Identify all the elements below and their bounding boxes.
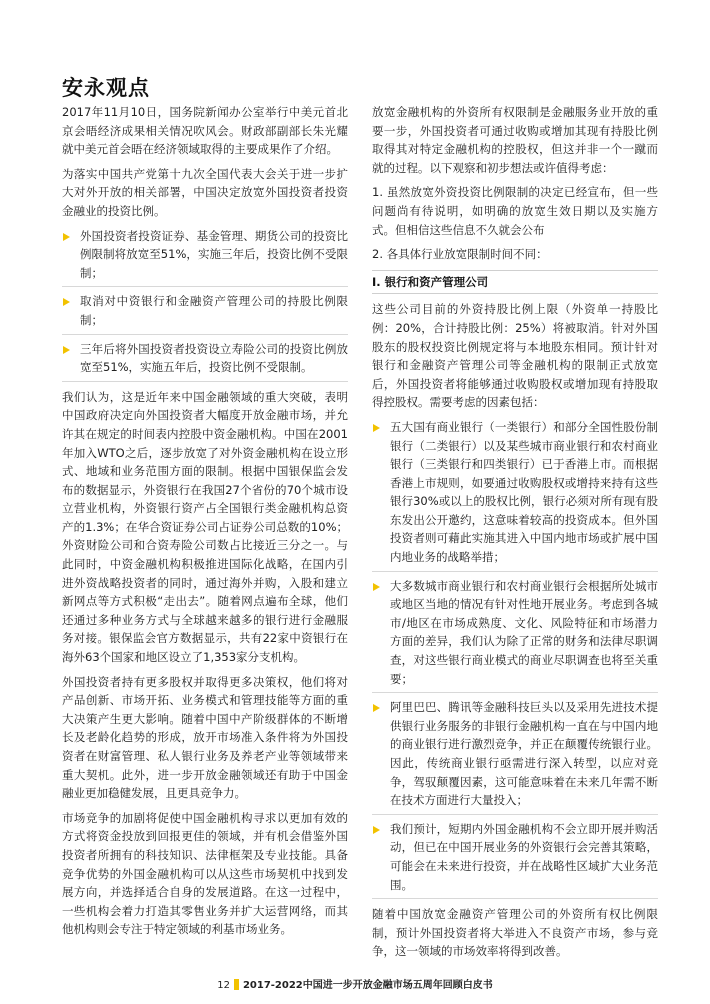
section-subheading: I. 银行和资产管理公司 (372, 270, 658, 295)
list-item: 三年后将外国投资者投资设立寿险公司的投资比例放宽至51%，实施五年后，投资比例不受限制。 (62, 340, 348, 382)
numbered-item: 1. 虽然放宽外资投资比例限制的决定已经宣布，但一些问题尚有待说明，如明确的放宽生效日期以及实施方式。但相信这些信息不久就会公布 (372, 185, 658, 237)
triangle-bullet-icon (373, 583, 380, 591)
page-number: 12 (217, 980, 230, 991)
paragraph: 放宽金融机构的外资所有权限制是金融服务业开放的重要一步，外国投资者可通过收购或增加其现有持股比例取得其对特定金融机构的控股权，但这并非一个一蹴而就的过程。以下观察和初步想法或许值得考虑： (372, 105, 658, 175)
paragraph: 为落实中国共产党第十九次全国代表大会关于进一步扩大对外开放的相关部署，中国决定放宽外国投资者投资金融业的投资比例。 (62, 166, 348, 218)
triangle-bullet-icon (373, 424, 380, 432)
numbered-item: 2. 各具体行业放宽限制时间不同： (372, 247, 548, 262)
footer-title: 2017-2022中国进一步开放金融市场五周年回顾白皮书 (242, 980, 493, 991)
list-item: 大多数城市商业银行和农村商业银行会根据所处城市或地区当地的情况有针对性地开展业务。考虑到各城市/地区在市场成熟度、文化、风险特征和市场潜力方面的差异，我们认为除了正常的财务和法律尽职调查，对这些银行商业模式的商业尽职调查也将至关重要； (372, 577, 658, 694)
paragraph: 外国投资者持有更多股权并取得更多决策权，他们将对产品创新、市场开拓、业务模式和管理技能等方面的重大决策产生更大影响。随着中国中产阶级群体的不断增长及老龄化趋势的形成，放开市场准入条件将为外国投资者在财富管理、私人银行业务及养老产业等领域带来重大契机。此外，进一步开放金融领域还有助于中国金融业更加稳健发展，且更具竞争力。 (62, 674, 348, 801)
list-item: 外国投资者投资证券、基金管理、期货公司的投资比例限制将放宽至51%，实施三年后，投资比例不受限制； (62, 227, 348, 288)
left-column (62, 103, 348, 945)
accent-bar-icon (234, 979, 239, 990)
right-column (372, 103, 658, 967)
list-item: 五大国有商业银行（一类银行）和部分全国性股份制银行（二类银行）以及某些城市商业银行和农村商业银行（三类银行和四类银行）已于香港上市。而根据香港上市规则，如要通过收购股权或增持来持有这些银行30%或以上的股权比例，银行必须对所有现有股东发出公开邀约，这意味着较高的投资成本。但外国投资者则可藉此实施其进入中国内地市场或扩展中国内地业务的战略举措； (372, 418, 658, 572)
bullet-list (372, 418, 658, 899)
page-footer (0, 976, 710, 991)
bullet-list (62, 227, 348, 382)
triangle-bullet-icon (373, 704, 380, 712)
page-title: 安永观点 (62, 76, 150, 100)
paragraph: 2017年11月10日，国务院新闻办公室举行中美元首北京会晤经济成果相关情况吹风会。财政部副部长朱光耀就中美元首会晤在经济领域取得的主要成果作了介绍。 (62, 105, 348, 157)
list-item: 我们预计，短期内外国金融机构不会立即开展并购活动，但已在中国开展业务的外资银行会完善其策略，可能会在未来进行投资，并在战略性区域扩大业务范围。 (372, 820, 658, 899)
list-item: 取消对中资银行和金融资产管理公司的持股比例限制； (62, 292, 348, 334)
paragraph: 市场竞争的加剧将促使中国金融机构寻求以更加有效的方式将资金投放到回报更佳的领域，并有机会借鉴外国投资者所拥有的科技知识、法律框架及专业技能。具备竞争优势的外国金融机构可以从这些市场契机中找到发展方向，并选择适合自身的发展道路。在这一过程中，一些机构会着力打造其零售业务并扩大运营网络，而其他机构则会专注于特定领域的利基市场业务。 (62, 810, 348, 937)
triangle-bullet-icon (63, 233, 70, 241)
triangle-bullet-icon (63, 298, 70, 306)
paragraph: 这些公司目前的外资持股比例上限（外资单一持股比例：20%，合计持股比例：25%）将被取消。针对外国股东的股权投资比例规定将与本地股东相同。预计针对银行和金融资产管理公司等金融机构的限制正式放宽后，外国投资者将能够通过收购股权或增加现有持股取得控股权。需要考虑的因素包括： (372, 302, 658, 410)
triangle-bullet-icon (373, 826, 380, 834)
list-item: 阿里巴巴、腾讯等金融科技巨头以及采用先进技术提供银行业务服务的非银行金融机构一直在与中国内地的商业银行进行激烈竞争，并正在颠覆传统银行业。因此，传统商业银行亟需进行深入转型，以应对竞争，驾驭颠覆因素，这可能意味着在未来几年需不断在技术方面进行大量投入； (372, 698, 658, 815)
paragraph: 随着中国放宽金融资产管理公司的外资所有权比例限制，预计外国投资者将大举进入不良资产市场，参与竞争，这一领域的市场效率将得到改善。 (372, 907, 658, 959)
paragraph: 我们认为，这是近年来中国金融领域的重大突破，表明中国政府决定向外国投资者大幅度开放金融市场，并允许其在规定的时间表内控股中资金融机构。中国在2001年加入WTO之后，逐步放宽了对外资金融机构在设立形式、地域和业务范围方面的限制。根据中国银保监会发布的数据显示，外资银行在我国27个省份的70个城市设立营业机构，外资银行资产占全国银行类金融机构总资产的1.3%；在华合资证券公司占证券公司总数的10%；外资财险公司和合资寿险公司数占比接近三分之一。与此同时，中资金融机构积极推进国际化战略，在国内引进外资战略投资者的同时，通过海外并购，入股和建立新网点等方式积极“走出去”。随着网点遍布全球，他们还通过多种业务方式与全球越来越多的银行进行金融服务对接。银保监会官方数据显示，共有22家中资银行在海外63个国家和地区设立了1,353家分支机构。 (62, 389, 348, 665)
triangle-bullet-icon (63, 346, 70, 354)
